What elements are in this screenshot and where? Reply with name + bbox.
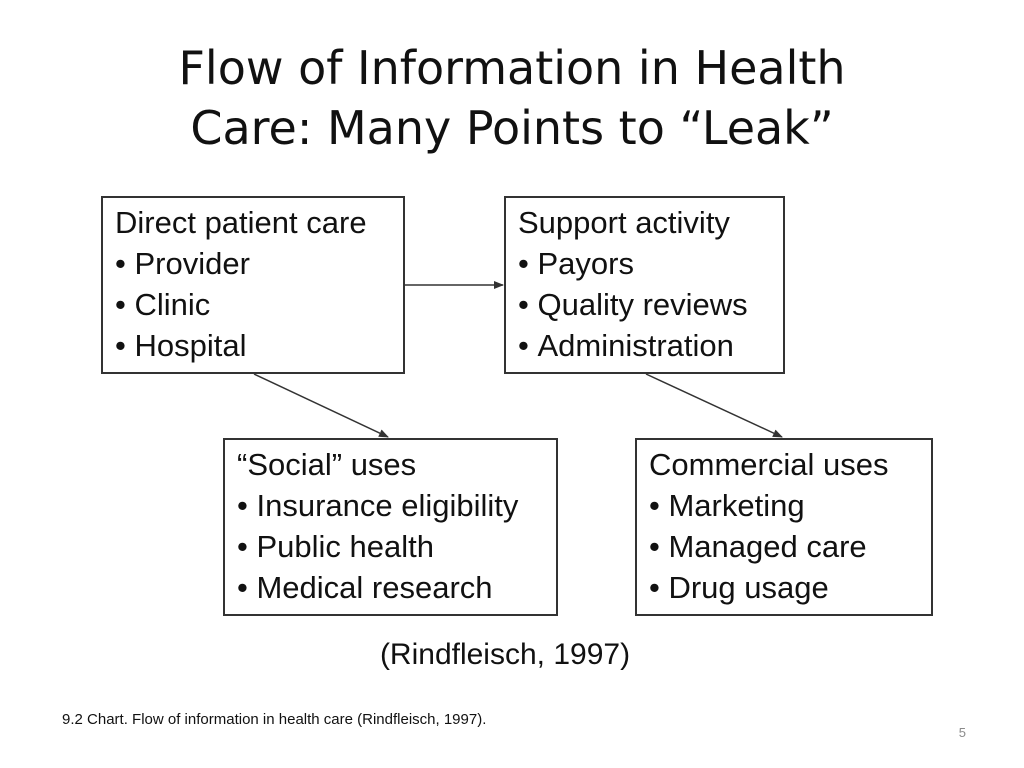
box-item: • Quality reviews bbox=[518, 284, 783, 325]
box-heading: Support activity bbox=[518, 205, 730, 240]
figure-caption: 9.2 Chart. Flow of information in health care (Rindfleisch, 1997). bbox=[62, 711, 487, 728]
box-item: • Drug usage bbox=[649, 567, 931, 608]
commercial-uses-box bbox=[635, 438, 933, 616]
direct-patient-care-box bbox=[101, 196, 405, 374]
box-heading: “Social” uses bbox=[237, 447, 417, 482]
arrow-direct-to-social bbox=[254, 374, 388, 437]
box-item: • Hospital bbox=[115, 325, 403, 366]
slide-title-line-2: Care: Many Points to “Leak” bbox=[190, 101, 834, 155]
box-heading: Commercial uses bbox=[649, 447, 889, 482]
box-item: • Marketing bbox=[649, 485, 931, 526]
box-item: • Administration bbox=[518, 325, 783, 366]
support-activity-box bbox=[504, 196, 785, 374]
box-item: • Payors bbox=[518, 243, 783, 284]
box-item: • Clinic bbox=[115, 284, 403, 325]
box-item: • Medical research bbox=[237, 567, 556, 608]
arrow-support-to-commercial bbox=[646, 374, 782, 437]
box-item: • Provider bbox=[115, 243, 403, 284]
box-heading: Direct patient care bbox=[115, 205, 367, 240]
citation: (Rindfleisch, 1997) bbox=[379, 638, 631, 671]
social-uses-box bbox=[223, 438, 558, 616]
slide-title-line-1: Flow of Information in Health bbox=[178, 41, 846, 95]
box-item: • Insurance eligibility bbox=[237, 485, 556, 526]
slide-number: 5 bbox=[958, 725, 966, 740]
box-item: • Public health bbox=[237, 526, 556, 567]
box-item: • Managed care bbox=[649, 526, 931, 567]
